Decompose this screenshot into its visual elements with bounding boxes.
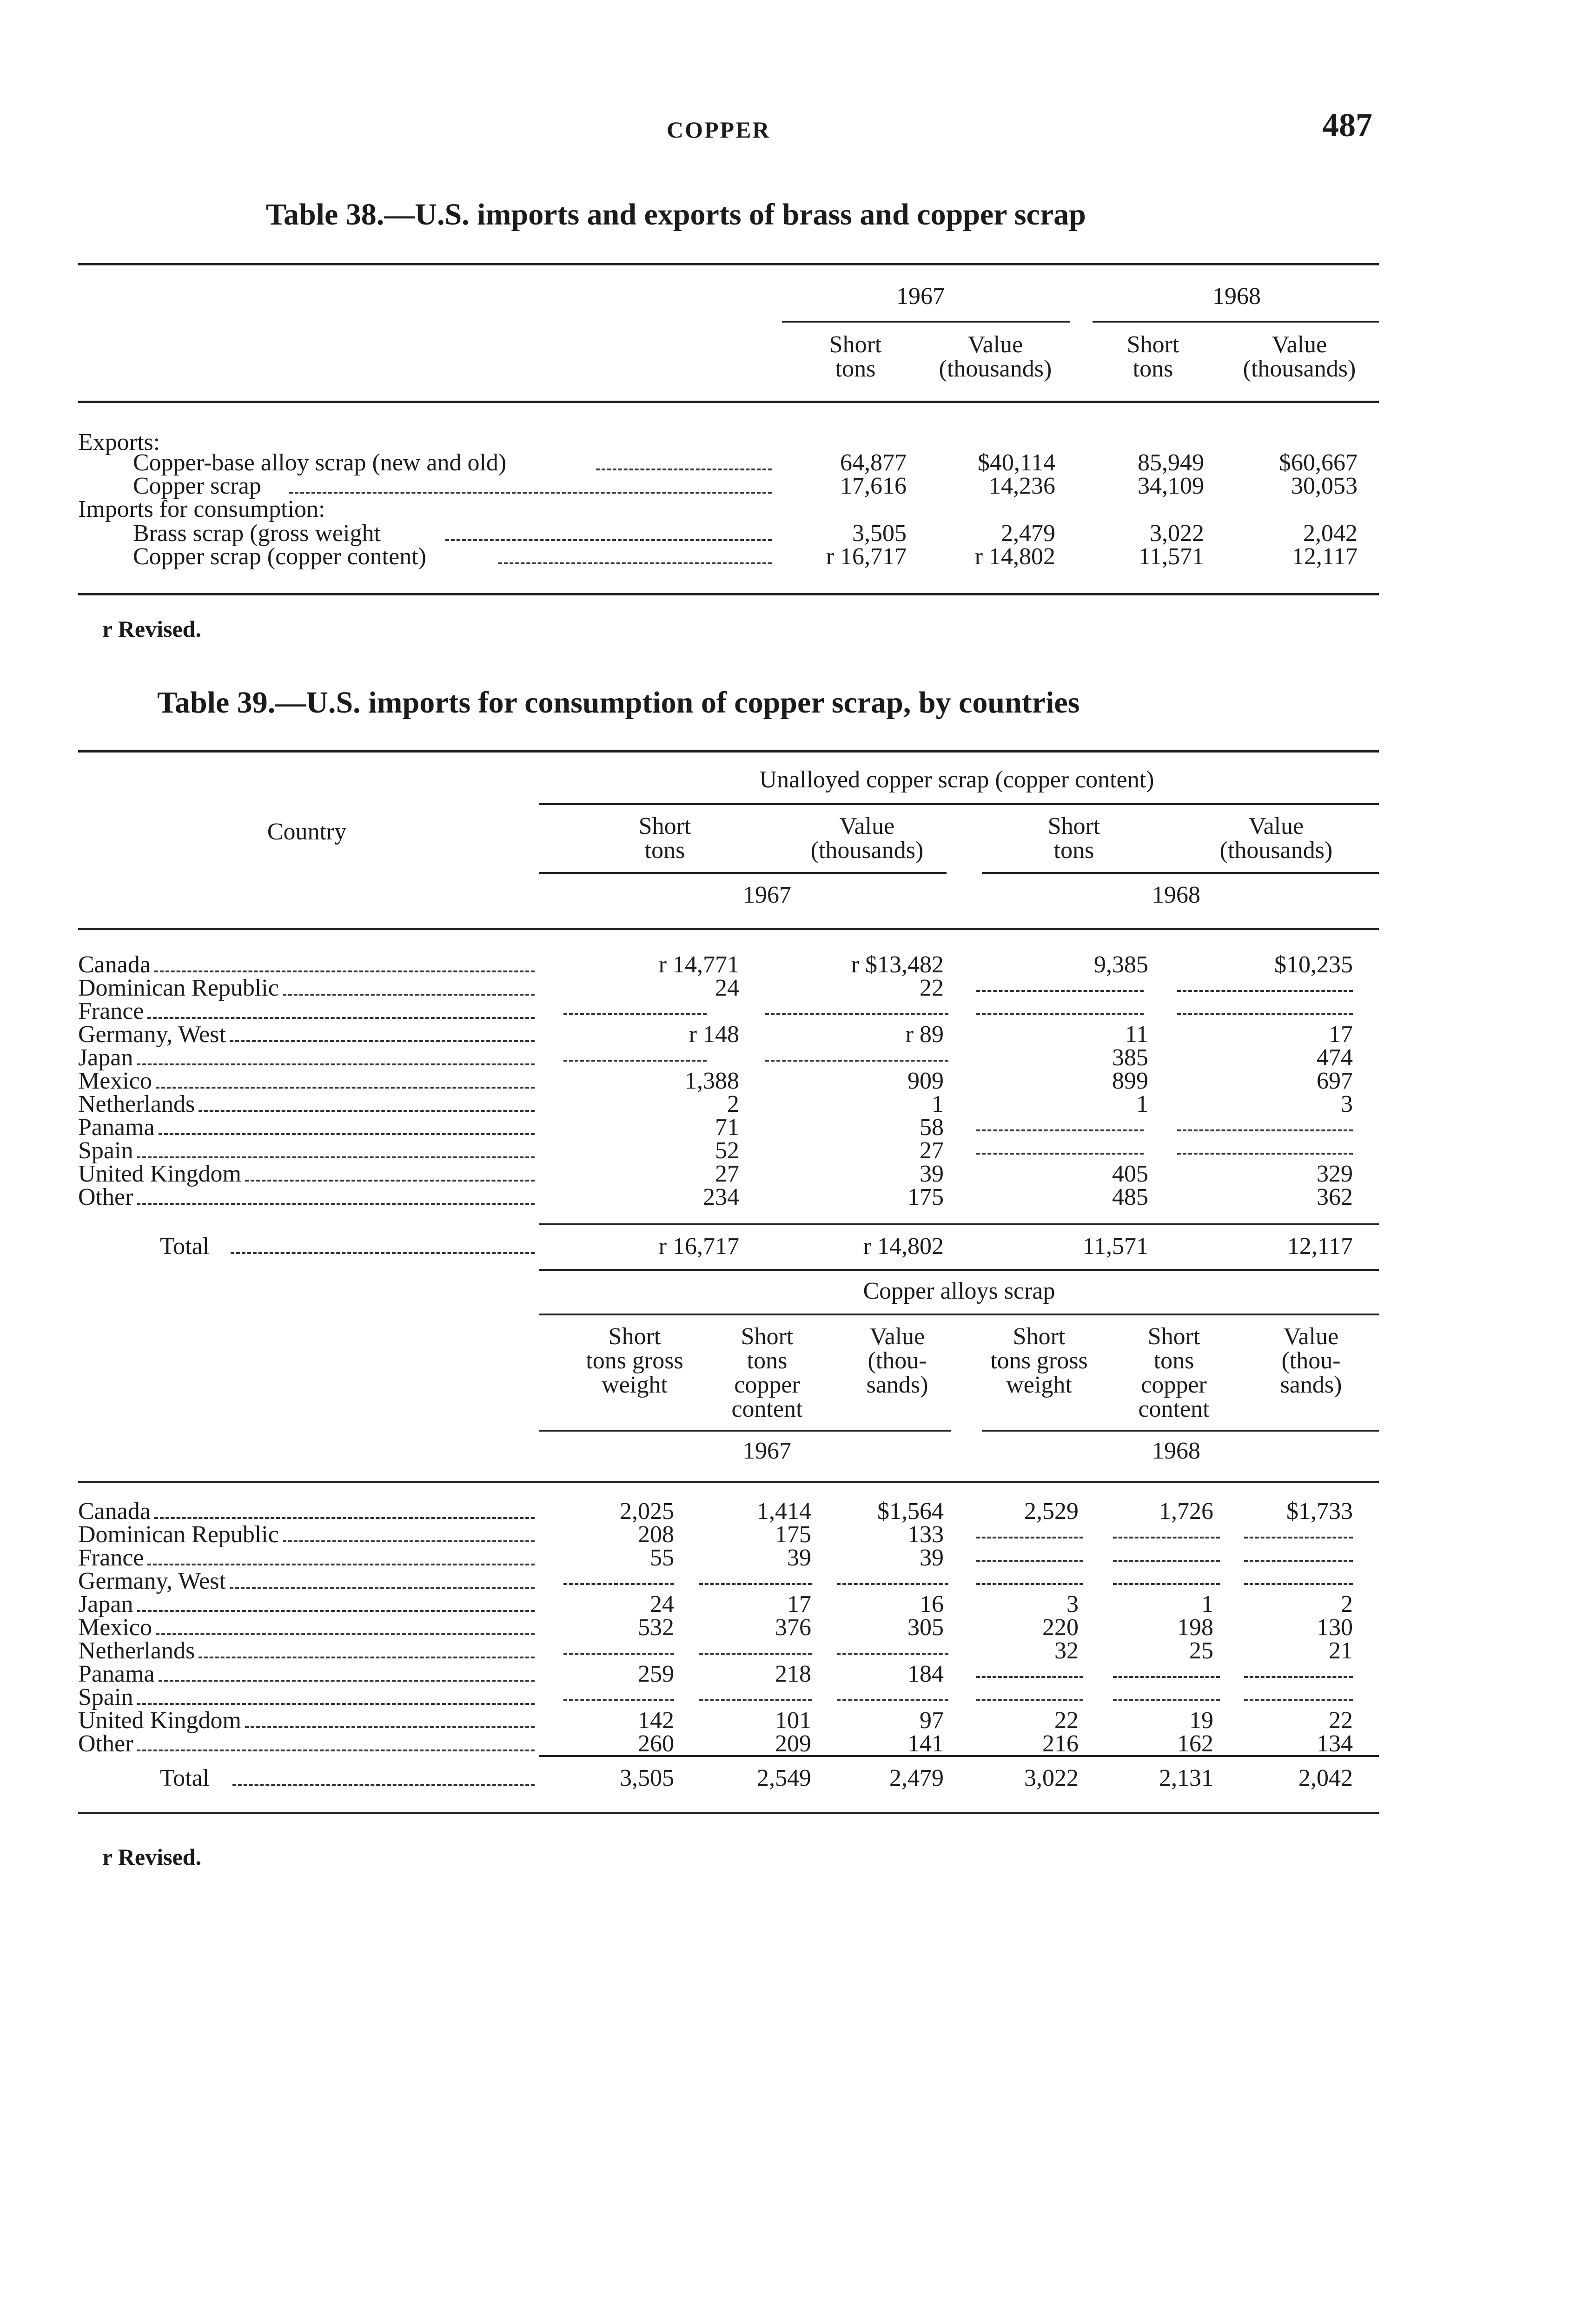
t38-cell: $60,667 <box>1279 449 1358 476</box>
t39-unalloyed-leader <box>137 1063 535 1065</box>
t39-alloy-country-label: Japan <box>78 1591 133 1618</box>
t39-alloy-empty-dash <box>837 1583 948 1585</box>
t39-alloy-cell: 32 <box>1054 1637 1079 1664</box>
t39-alloy-empty-dash <box>976 1676 1083 1678</box>
t39-alloy-total-label: Total <box>160 1765 210 1791</box>
t39-alloy-cell: 142 <box>638 1707 674 1734</box>
t39-unalloyed-cell: 52 <box>715 1137 739 1164</box>
t39-alloy-cell: 39 <box>920 1545 944 1571</box>
t39-col-content-1968: Short tons copper content <box>1138 1323 1210 1422</box>
t39-alloy-cell: 216 <box>1042 1730 1079 1757</box>
t38-year-1967: 1967 <box>896 283 945 310</box>
t39-alloy-empty-dash <box>699 1583 812 1585</box>
t38-cell: 2,042 <box>1303 520 1358 547</box>
t38-row-label: Copper-base alloy scrap (new and old) <box>133 449 507 476</box>
t39-alloy-leader <box>137 1750 535 1751</box>
t39-alloy-year-1968: 1968 <box>1152 1438 1200 1464</box>
t39-alloy-cell: 101 <box>775 1707 811 1734</box>
t39-alloy-cell: 305 <box>907 1614 944 1641</box>
t39-unalloyed-cell: 899 <box>1112 1068 1148 1094</box>
t39-unalloyed-empty-dash <box>976 990 1144 992</box>
t39-alloy-leader <box>147 1564 535 1565</box>
t39-header-rule <box>78 928 1379 930</box>
t39-unalloyed-country-label: France <box>78 998 144 1024</box>
t39-alloy-country-label: France <box>78 1545 144 1571</box>
t38-leader <box>498 562 772 564</box>
t39-unalloyed-cell: $10,235 <box>1274 951 1353 978</box>
t39-unalloyed-total-cell: r 16,717 <box>658 1233 739 1260</box>
t38-cell: 3,505 <box>852 520 907 547</box>
t39-alloy-empty-dash <box>976 1560 1083 1562</box>
t39-unalloyed-cell: 485 <box>1112 1184 1148 1210</box>
t39-unalloyed-empty-dash <box>563 1013 707 1015</box>
t39-alloy-header-rule <box>78 1481 1379 1483</box>
t39-1967-rule <box>539 872 947 874</box>
t39-alloy-total-cell: 2,549 <box>757 1765 811 1791</box>
t39-alloys-header: Copper alloys scrap <box>863 1278 1055 1304</box>
t38-col-value-1968: Value (thousands) <box>1243 331 1356 382</box>
t39-alloy-cell: 2,025 <box>620 1498 674 1525</box>
t39-alloy-empty-dash <box>699 1653 812 1655</box>
t39-alloy-empty-dash <box>1244 1676 1353 1678</box>
t39-unalloyed-empty-dash <box>765 1013 948 1015</box>
t39-unalloyed-country-label: Japan <box>78 1044 133 1071</box>
t39-alloy-country-label: Canada <box>78 1498 151 1525</box>
t39-unalloyed-cell: 697 <box>1317 1068 1353 1094</box>
t39-alloy-cell: 198 <box>1177 1614 1213 1641</box>
t39-unalloyed-cell: 234 <box>703 1184 739 1210</box>
t38-row-label: Brass scrap (gross weight <box>133 520 381 547</box>
t39-unalloyed-cell: 71 <box>715 1114 739 1141</box>
t39-alloy-cell: 21 <box>1329 1637 1353 1664</box>
t39-unalloyed-cell: 11 <box>1125 1021 1148 1048</box>
t38-cell: 3,022 <box>1150 520 1204 547</box>
t39-alloy-cell: 1,726 <box>1159 1498 1213 1525</box>
t39-unalloyed-empty-dash <box>563 1060 707 1062</box>
t39-unalloyed-country-label: Netherlands <box>78 1091 195 1117</box>
table-38-title: Table 38.—U.S. imports and exports of brass and copper scrap <box>266 198 1086 231</box>
t38-cell: 17,616 <box>840 473 907 499</box>
t39-unalloyed-empty-dash <box>976 1153 1144 1155</box>
t39-alloy-empty-dash <box>1244 1583 1353 1585</box>
t39-alloy-leader <box>283 1540 535 1542</box>
t39-col-short-1967: Short tons <box>638 813 691 864</box>
t39-alloy-total-cell: 3,505 <box>620 1765 674 1791</box>
t39-col-gross-1967: Short tons gross weight <box>586 1323 683 1398</box>
t39-unalloyed-leader <box>147 1017 535 1019</box>
t38-imports-label: Imports for consumption: <box>78 496 325 522</box>
t39-alloy-cell: 1 <box>1201 1591 1213 1618</box>
t39-unalloyed-leader <box>137 1156 535 1158</box>
t39-alloy-year-1967: 1967 <box>743 1438 791 1464</box>
t39-alloy-cell: 1,414 <box>757 1498 811 1525</box>
t38-footnote: r Revised. <box>102 616 201 642</box>
t39-alloy-leader <box>154 1517 535 1519</box>
t38-cell: 14,236 <box>989 473 1055 499</box>
t39-unalloyed-cell: 2 <box>727 1091 739 1117</box>
t38-cell: 11,571 <box>1138 543 1204 570</box>
t39-unalloyed-country-label: Germany, West <box>78 1021 226 1048</box>
t39-unalloyed-country-label: Dominican Republic <box>78 975 279 1001</box>
t39-unalloyed-empty-dash <box>765 1060 948 1062</box>
t39-unalloyed-total-cell: 11,571 <box>1082 1233 1148 1260</box>
t39-alloy-empty-dash <box>1113 1583 1220 1585</box>
t39-alloy-leader <box>156 1633 535 1635</box>
running-header-title: COPPER <box>667 117 771 143</box>
t39-alloy-empty-dash <box>1113 1537 1220 1538</box>
t39-alloy-cell: $1,564 <box>877 1498 944 1525</box>
t39-alloy-country-label: Mexico <box>78 1614 152 1641</box>
t38-cell: 64,877 <box>840 449 907 476</box>
t39-unalloyed-empty-dash <box>976 1013 1144 1015</box>
t38-cell: r 14,802 <box>974 543 1055 570</box>
t39-alloy-cell: 25 <box>1189 1637 1213 1664</box>
t39-alloy-cell: 3 <box>1066 1591 1079 1618</box>
t39-unalloyed-empty-dash <box>1177 1129 1353 1131</box>
t38-cell: 2,479 <box>1001 520 1055 547</box>
t39-unalloyed-total-cell: 12,117 <box>1287 1233 1353 1260</box>
t39-col-content-1967: Short tons copper content <box>731 1323 803 1422</box>
t38-col-value-1967: Value (thousands) <box>939 331 1052 382</box>
t39-alloy-empty-dash <box>563 1583 674 1585</box>
t39-unalloyed-cell: 3 <box>1341 1091 1353 1117</box>
t39-unalloyed-leader <box>283 994 535 996</box>
t39-alloy-cell: 220 <box>1042 1614 1079 1641</box>
t38-cell: 85,949 <box>1138 449 1204 476</box>
t39-footnote: r Revised. <box>102 1844 201 1870</box>
table-39-top-rule <box>78 750 1379 753</box>
t39-unalloyed-leader <box>156 1087 535 1089</box>
t38-leader <box>596 469 772 470</box>
t39-alloy-cell: 97 <box>920 1707 944 1734</box>
t39-unalloyed-cell: 27 <box>920 1137 944 1164</box>
t39-alloy-cell: 184 <box>907 1661 944 1687</box>
t39-unalloyed-cell: 39 <box>920 1161 944 1187</box>
t39-alloy-empty-dash <box>837 1699 948 1701</box>
t39-alloy-1968-rule <box>982 1430 1379 1432</box>
t39-unalloyed-total-cell: r 14,802 <box>863 1233 944 1260</box>
t39-unalloyed-leader <box>159 1133 535 1135</box>
t39-unalloyed-leader <box>245 1180 535 1182</box>
t39-alloy-leader <box>137 1610 535 1612</box>
t39-alloys-rule <box>539 1314 1379 1315</box>
t39-leader <box>231 1252 535 1254</box>
t39-unalloyed-rule <box>539 803 1379 805</box>
t39-alloy-cell: 259 <box>638 1661 674 1687</box>
t39-alloy-leader <box>245 1726 535 1728</box>
t39-alloy-cell: 260 <box>638 1730 674 1757</box>
t39-unalloyed-empty-dash <box>1177 990 1353 992</box>
t39-alloy-country-label: Germany, West <box>78 1568 226 1594</box>
t39-alloy-cell: 2,529 <box>1024 1498 1079 1525</box>
t39-unalloyed-cell: 1,388 <box>685 1068 739 1094</box>
t39-country-header: Country <box>267 819 347 845</box>
t38-header-rule <box>78 401 1379 403</box>
t39-unalloyed-cell: 474 <box>1317 1044 1353 1071</box>
t38-col-short-1967: Short tons <box>829 331 882 382</box>
t39-unalloyed-empty-dash <box>976 1129 1144 1131</box>
t39-alloy-total-cell: 2,131 <box>1159 1765 1213 1791</box>
t39-unalloyed-empty-dash <box>1177 1153 1353 1155</box>
t39-leader <box>232 1784 535 1786</box>
t38-cell: 34,109 <box>1138 473 1204 499</box>
t39-unalloyed-country-label: United Kingdom <box>78 1161 241 1187</box>
t39-alloy-empty-dash <box>1113 1676 1220 1678</box>
t38-leader <box>445 539 772 541</box>
table-39-title: Table 39.—U.S. imports for consumption of copper scrap, by countries <box>157 686 1080 720</box>
t39-unalloyed-leader <box>199 1110 535 1112</box>
t38-leader <box>289 492 772 494</box>
t39-year-1967: 1967 <box>743 882 791 908</box>
t39-alloy-empty-dash <box>1113 1699 1220 1701</box>
t38-cell: r 16,717 <box>826 543 907 570</box>
t39-alloy-leader <box>199 1657 535 1658</box>
t39-alloy-cell: 24 <box>650 1591 674 1618</box>
t38-col-short-1968: Short tons <box>1126 331 1179 382</box>
page-number: 487 <box>1322 106 1372 144</box>
t39-alloys-top-rule <box>539 1269 1379 1271</box>
t39-alloy-cell: 209 <box>775 1730 811 1757</box>
t39-alloy-empty-dash <box>976 1699 1083 1701</box>
t39-unalloyed-cell: 405 <box>1112 1161 1148 1187</box>
t39-unalloyed-empty-dash <box>1177 1013 1353 1015</box>
t39-alloy-cell: 376 <box>775 1614 811 1641</box>
t38-cell: 12,117 <box>1291 543 1358 570</box>
t39-alloy-empty-dash <box>1113 1560 1220 1562</box>
t39-unalloyed-cell: 1 <box>932 1091 944 1117</box>
t39-unalloyed-cell: 9,385 <box>1094 951 1148 978</box>
t39-alloy-cell: 17 <box>787 1591 811 1618</box>
t39-unalloyed-cell: 362 <box>1317 1184 1353 1210</box>
t39-bottom-rule <box>78 1812 1379 1814</box>
t39-unalloyed-cell: r 89 <box>905 1021 944 1048</box>
t39-unalloyed-cell: 22 <box>920 975 944 1001</box>
t39-unalloyed-cell: 175 <box>907 1184 944 1210</box>
t39-alloy-empty-dash <box>563 1699 674 1701</box>
t39-col-value-alloy-1967: Value (thou- sands) <box>866 1323 928 1398</box>
t39-unalloyed-total-rule <box>539 1223 1379 1225</box>
t39-unalloyed-cell: r 148 <box>689 1021 739 1048</box>
table-38-top-rule <box>78 263 1379 265</box>
t39-unalloyed-cell: 329 <box>1317 1161 1353 1187</box>
t39-alloy-cell: 22 <box>1054 1707 1079 1734</box>
t39-alloy-cell: 130 <box>1317 1614 1353 1641</box>
t39-unalloyed-country-label: Mexico <box>78 1068 152 1094</box>
t39-unalloyed-cell: r $13,482 <box>851 951 944 978</box>
t39-alloy-country-label: Dominican Republic <box>78 1521 279 1548</box>
t39-alloy-leader <box>137 1703 535 1705</box>
t39-alloy-cell: 39 <box>787 1545 811 1571</box>
t39-col-value-1967: Value (thousands) <box>810 813 924 864</box>
t38-year-1968: 1968 <box>1212 283 1261 310</box>
t38-1967-rule <box>782 321 1070 323</box>
t39-unalloyed-cell: 27 <box>715 1161 739 1187</box>
t39-alloy-country-label: United Kingdom <box>78 1707 241 1734</box>
t39-alloy-cell: 133 <box>907 1521 944 1548</box>
t39-unalloyed-country-label: Other <box>78 1184 133 1210</box>
t39-unalloyed-cell: 58 <box>920 1114 944 1141</box>
t39-unalloyed-country-label: Canada <box>78 951 151 978</box>
t39-alloy-empty-dash <box>1244 1537 1353 1538</box>
t39-alloy-leader <box>159 1680 535 1682</box>
t38-bottom-rule <box>78 593 1379 595</box>
t38-cell: $40,114 <box>977 449 1055 476</box>
t39-unalloyed-cell: r 14,771 <box>658 951 739 978</box>
t39-unalloyed-cell: 17 <box>1329 1021 1353 1048</box>
t39-alloy-cell: 218 <box>775 1661 811 1687</box>
t39-col-short-1968: Short tons <box>1047 813 1100 864</box>
t39-unalloyed-cell: 385 <box>1112 1044 1148 1071</box>
t39-alloy-country-label: Spain <box>78 1684 133 1710</box>
t39-1968-rule <box>982 872 1379 874</box>
t39-alloy-cell: 19 <box>1189 1707 1213 1734</box>
t39-alloy-leader <box>230 1587 535 1589</box>
t39-alloy-empty-dash <box>699 1699 812 1701</box>
t39-alloy-cell: 162 <box>1177 1730 1213 1757</box>
t39-alloy-country-label: Netherlands <box>78 1637 195 1664</box>
t39-unalloyed-country-label: Spain <box>78 1137 133 1164</box>
t39-alloy-cell: 175 <box>775 1521 811 1548</box>
t39-alloy-cell: 532 <box>638 1614 674 1641</box>
t39-alloy-cell: 141 <box>907 1730 944 1757</box>
t39-unalloyed-cell: 909 <box>907 1068 944 1094</box>
t39-alloy-country-label: Other <box>78 1730 133 1757</box>
t39-alloy-cell: $1,733 <box>1286 1498 1353 1525</box>
t39-alloy-cell: 22 <box>1329 1707 1353 1734</box>
t39-alloy-cell: 16 <box>920 1591 944 1618</box>
t39-col-gross-1968: Short tons gross weight <box>990 1323 1088 1398</box>
t39-unalloyed-cell: 1 <box>1136 1091 1148 1117</box>
t39-unalloyed-cell: 24 <box>715 975 739 1001</box>
t39-alloy-empty-dash <box>1244 1699 1353 1701</box>
t39-alloy-empty-dash <box>563 1653 674 1655</box>
t39-unalloyed-header: Unalloyed copper scrap (copper content) <box>759 766 1154 793</box>
t39-col-value-alloy-1968: Value (thou- sands) <box>1280 1323 1342 1398</box>
t38-cell: 30,053 <box>1291 473 1358 499</box>
t39-alloy-cell: 55 <box>650 1545 674 1571</box>
t39-alloy-total-cell: 3,022 <box>1024 1765 1079 1791</box>
t39-alloy-empty-dash <box>1244 1560 1353 1562</box>
t39-year-1968: 1968 <box>1152 882 1200 908</box>
t39-total-label: Total <box>160 1233 210 1260</box>
t38-row-label: Copper scrap <box>133 473 261 499</box>
t39-alloy-empty-dash <box>976 1583 1083 1585</box>
t39-alloy-empty-dash <box>837 1653 948 1655</box>
t39-unalloyed-country-label: Panama <box>78 1114 155 1141</box>
t39-alloy-cell: 134 <box>1317 1730 1353 1757</box>
t39-unalloyed-leader <box>154 971 535 972</box>
t39-alloy-1967-rule <box>539 1430 951 1432</box>
t39-alloy-total-cell: 2,042 <box>1298 1765 1353 1791</box>
t39-unalloyed-leader <box>137 1203 535 1205</box>
t39-unalloyed-leader <box>230 1040 535 1042</box>
t38-exports-label: Exports: <box>78 429 160 456</box>
t39-alloy-cell: 2 <box>1341 1591 1353 1618</box>
t38-1968-rule <box>1093 321 1379 323</box>
t39-alloy-total-cell: 2,479 <box>889 1765 944 1791</box>
t39-alloy-cell: 208 <box>638 1521 674 1548</box>
t38-row-label: Copper scrap (copper content) <box>133 543 426 570</box>
t39-alloy-empty-dash <box>976 1537 1083 1538</box>
t39-col-value-1968: Value (thousands) <box>1219 813 1333 864</box>
t39-alloy-country-label: Panama <box>78 1661 155 1687</box>
